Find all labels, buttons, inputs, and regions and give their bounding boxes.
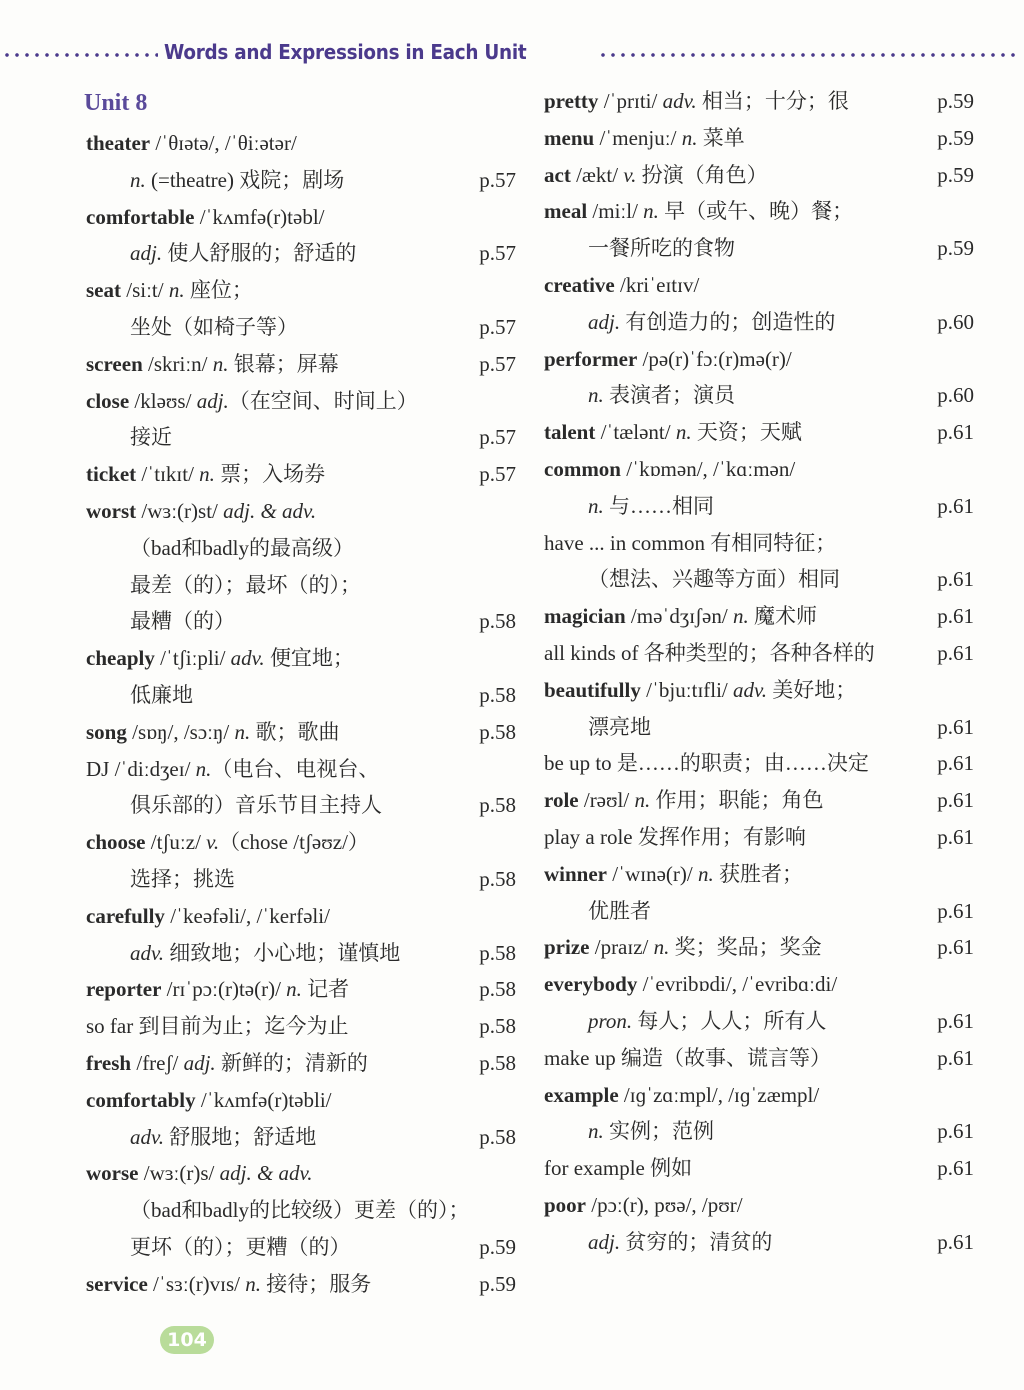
definition: 有创造力的；创造性的 [620,309,836,334]
part-of-speech: n. [588,383,604,408]
page-reference: p.61 [937,751,974,776]
phonetic: /praɪz/ [589,935,654,960]
part-of-speech: n. [697,861,714,886]
vocab-entry [544,859,974,896]
page-reference: p.61 [937,640,974,665]
definition: 最糟（的） [130,609,235,634]
entry-continuation-line [86,864,516,901]
phonetic: /siːt/ [121,278,169,303]
vocab-entry [86,275,516,312]
definition: 实例；范例 [603,1119,714,1144]
page-reference: p.58 [479,866,516,891]
headword: winner [544,861,607,886]
definition: 使人舒服的；舒适的 [162,241,357,266]
page-reference: p.61 [937,714,974,739]
phonetic: /ˈtælənt/ [595,420,676,445]
page-reference: p.61 [937,1156,974,1181]
vocab-entry [544,1080,974,1117]
entry-continuation-line [86,790,516,827]
vocab-entry [86,128,516,165]
part-of-speech: adj. [183,1050,216,1075]
headword: worst [86,498,137,523]
page-reference: p.58 [479,609,516,634]
vocab-entry [544,160,974,197]
definition: 漂亮地 [588,714,651,739]
part-of-speech: n. [286,977,302,1002]
definition: 接待；服务 [261,1271,372,1296]
vocab-entry [544,196,974,233]
entry-continuation-line [86,570,516,607]
definition: 俱乐部的）音乐节目主持人 [130,793,382,818]
phonetic: /ˈbjuːtɪfli/ [640,677,734,702]
page-reference: p.58 [479,793,516,818]
definition: 一餐所吃的食物 [588,236,735,261]
phonetic: /sɒŋ/, /sɔːŋ/ [126,719,235,744]
vocab-entry [544,86,974,123]
definition: 低廉地 [130,682,193,707]
headword: song [86,719,127,744]
part-of-speech: adj. & adv. [219,1161,313,1186]
definition: 接近 [130,425,172,450]
phrase: all kinds of [544,640,639,665]
page-reference: p.59 [937,125,974,150]
vocab-entry [86,974,516,1011]
part-of-speech: adv. [733,677,768,702]
entry-continuation-line [86,1232,516,1269]
entry-continuation-line [86,165,516,202]
vocab-entry [86,349,516,386]
headword: role [544,788,579,813]
headword: common [544,456,621,481]
definition: （电台、电视台、 [211,756,380,781]
definition: 与……相同 [603,493,714,518]
entry-continuation-line [544,307,974,344]
definition: 优胜者 [588,898,651,923]
part-of-speech: n. [643,199,659,224]
headword: cheaply [86,646,155,671]
headword: everybody [544,972,638,997]
vocab-entry [86,1158,516,1195]
phrase: DJ [86,756,110,781]
entry-continuation-line [544,712,974,749]
page-reference: p.59 [479,1234,516,1259]
page-reference: p.61 [937,824,974,849]
vocab-entry [86,1011,516,1048]
definition: 坐处（如椅子等） [130,314,298,339]
definition: 舒服地；舒适地 [164,1124,317,1149]
entry-continuation-line [86,422,516,459]
definition: 表演者；演员 [603,383,735,408]
phonetic: /ˈtʃiːpli/ [154,646,231,671]
definition: 编造（故事、谎言等） [615,1045,831,1070]
vocab-entry [544,1043,974,1080]
definition: 相当；十分；很 [696,89,849,113]
entry-continuation-line [86,1122,516,1159]
definition: 作用；职能；角色 [650,788,824,813]
dotted-rule-right [598,52,1020,58]
definition: 美好地； [767,677,857,702]
part-of-speech: adj. [130,241,163,266]
part-of-speech: n. [588,1119,604,1144]
part-of-speech: v. [206,830,220,855]
vocab-entry [86,496,516,533]
part-of-speech: n. [588,493,604,518]
page-reference: p.61 [937,567,974,592]
page-reference: p.61 [937,788,974,813]
definition: 最差（的）；最坏（的）； [130,572,361,597]
vocab-entry [544,822,974,859]
phrase: for example [544,1156,645,1181]
part-of-speech: n. [234,719,251,744]
vocab-entry [544,417,974,454]
part-of-speech: adj. [196,388,229,413]
headword: creative [544,272,615,297]
definition: 魔术师 [748,604,817,629]
phrase: have ... in common [544,530,705,555]
vocab-entry [544,1153,974,1190]
page-reference: p.58 [479,719,516,744]
vocab-entry [544,675,974,712]
vocab-entry [86,459,516,496]
definition: 例如 [644,1156,693,1181]
headword: prize [544,935,590,960]
phonetic: /ˈθɪətə/, /ˈθiːətər/ [150,131,297,155]
definition: 选择；挑选 [130,866,235,891]
vocab-entry [544,270,974,307]
part-of-speech: adj. [588,1229,621,1254]
entry-continuation-line [544,233,974,270]
definition: 奖；奖品；奖金 [669,935,822,960]
entry-continuation-line [86,606,516,643]
entry-continuation-line [544,564,974,601]
vocab-entry [544,454,974,491]
definition: 更坏（的）；更糟（的） [130,1234,351,1259]
definition: 天资；天赋 [691,420,802,445]
definition: 各种类型的；各种各样的 [638,640,875,665]
entry-continuation-line [544,896,974,933]
phrase: be up to [544,751,612,776]
definition: 到目前为止；迄今为止 [133,1014,349,1039]
part-of-speech: adv. [130,1124,165,1149]
entry-continuation-line [86,238,516,275]
page-reference: p.57 [479,241,516,266]
definition: 座位； [184,278,253,303]
phonetic: /məˈdʒɪʃən/ [625,604,733,629]
headword: fresh [86,1050,132,1075]
headword: reporter [86,977,162,1002]
page-reference: p.61 [937,1229,974,1254]
part-of-speech: adj. & adv. [223,498,317,523]
vocab-entry [544,601,974,638]
entry-continuation-line [86,533,516,570]
phonetic: /rəʊl/ [578,788,635,813]
page-reference: p.61 [937,898,974,923]
page-reference: p.61 [937,604,974,629]
phonetic: /ˈkɒmən/, /ˈkɑːmən/ [621,456,796,481]
entry-continuation-line [86,938,516,975]
phonetic: /freʃ/ [131,1050,184,1075]
definition: 早（或午、晚）餐； [658,199,854,224]
page-reference: p.58 [479,682,516,707]
vocab-entry [544,528,974,565]
headword: worse [86,1161,139,1186]
headword: service [86,1271,148,1296]
page-reference: p.57 [479,425,516,450]
headword: menu [544,125,595,150]
headword: example [544,1082,619,1107]
part-of-speech: n. [212,351,229,376]
page-reference: p.61 [937,493,974,518]
phonetic: /miːl/ [587,199,644,224]
page-reference: p.59 [479,1271,516,1296]
definition: 银幕；屏幕 [228,351,339,376]
phonetic: /ˈkʌmfə(r)təbl/ [194,204,325,229]
headword: poor [544,1192,586,1217]
phrase: so far [86,1014,134,1039]
phonetic: /kriˈeɪtɪv/ [614,272,700,297]
definition: 获胜者； [713,861,803,886]
phonetic: /ˈevribɒdi/, /ˈevribɑːdi/ [637,972,838,997]
vocab-column-right [544,86,974,1264]
part-of-speech: adv. [130,940,165,965]
phonetic: /tʃuːz/ [145,830,207,855]
headword: comfortable [86,204,195,229]
phonetic: /wɜː(r)s/ [138,1161,220,1186]
entry-continuation-line [86,1195,516,1232]
vocab-entry [86,901,516,938]
vocab-entry [86,827,516,864]
phrase: play a role [544,824,633,849]
definition: 记者 [301,977,350,1002]
entry-continuation-line [544,1006,974,1043]
headword: choose [86,830,146,855]
entry-continuation-line [544,1227,974,1264]
page-reference: p.61 [937,935,974,960]
phonetic: /ˈsɜː(r)vɪs/ [147,1271,246,1296]
definition: 每人；人人；所有人 [632,1008,827,1033]
entry-continuation-line [86,312,516,349]
part-of-speech: n. [199,462,215,487]
definition: 便宜地； [264,646,354,671]
vocab-column-left [86,128,516,1306]
phonetic: /ˈtɪkɪt/ [136,462,200,487]
phonetic: /skriːn/ [142,351,213,376]
page-reference: p.61 [937,1008,974,1033]
dotted-rule-left [2,52,158,58]
part-of-speech: v. [623,162,637,187]
page-reference: p.61 [937,1045,974,1070]
page-reference: p.59 [937,162,974,187]
page-reference: p.59 [937,236,974,261]
headword: carefully [86,903,165,928]
vocab-entry [544,969,974,1006]
vocab-entry [86,202,516,239]
part-of-speech: n. [130,167,146,192]
vocab-entry [544,932,974,969]
headword: talent [544,420,596,445]
headword: magician [544,604,626,629]
phonetic: /ˈwɪnə(r)/ [607,861,698,886]
part-of-speech: n. [195,756,212,781]
part-of-speech: adj. [588,309,621,334]
headword: screen [86,351,143,376]
page-reference: p.57 [479,351,516,376]
page-reference: p.58 [479,1014,516,1039]
page-reference: p.57 [479,314,516,339]
part-of-speech: n. [634,788,651,813]
definition: 发挥作用；有影响 [632,824,806,849]
definition: 菜单 [697,125,745,150]
definition: （chose /tʃəʊz/） [219,830,369,855]
entry-continuation-line [544,1116,974,1153]
page-number-badge: 104 [160,1326,214,1354]
phonetic: /ækt/ [570,162,624,187]
definition: （bad和badly的最高级） [130,535,354,560]
part-of-speech: adv. [662,89,697,113]
definition: 细致地；小心地；谨慎地 [164,940,401,965]
definition: (=theatre) 戏院；剧场 [145,167,345,192]
definition: 有相同特征； [704,530,837,555]
phonetic: /rɪˈpɔː(r)tə(r)/ [161,977,287,1002]
vocab-entry [86,386,516,423]
vocab-entry [544,344,974,381]
headword: performer [544,346,638,371]
part-of-speech: n. [245,1271,262,1296]
phonetic: /ˈmenjuː/ [594,125,682,150]
definition: 票；入场券 [214,462,326,487]
page-reference: p.60 [937,309,974,334]
vocab-entry [544,748,974,785]
headword: comfortably [86,1087,196,1112]
phonetic: /ˈdiːdʒeɪ/ [109,756,196,781]
entry-continuation-line [86,680,516,717]
headword: close [86,388,130,413]
phonetic: /pə(r)ˈfɔː(r)mə(r)/ [637,346,792,371]
part-of-speech: n. [732,604,749,629]
definition: 是……的职责；由……决定 [611,751,869,776]
phonetic: /ˈkʌmfə(r)təbli/ [195,1087,332,1112]
vocab-entry [86,643,516,680]
phrase: make up [544,1045,616,1070]
phonetic: /wɜː(r)st/ [136,498,224,523]
definition: 扮演（角色） [636,162,768,187]
definition: 贫穷的；清贫的 [620,1229,773,1254]
part-of-speech: adv. [230,646,265,671]
page-reference: p.58 [479,940,516,965]
vocab-entry [544,123,974,160]
definition: （bad和badly的比较级）更差（的）； [130,1198,470,1223]
vocab-entry [86,1085,516,1122]
entry-continuation-line [544,491,974,528]
page-reference: p.57 [479,167,516,192]
page-reference: p.61 [937,1119,974,1144]
phonetic: /ˈprɪti/ [598,89,663,113]
vocab-entry [544,1190,974,1227]
part-of-speech: n. [168,278,185,303]
part-of-speech: n. [653,935,670,960]
headword: theater [86,131,151,155]
phonetic: /pɔː(r), pʊə/, /pʊr/ [586,1192,743,1217]
headword: act [544,162,571,187]
vocab-entry [86,754,516,791]
page-reference: p.58 [479,1124,516,1149]
page-reference: p.61 [937,420,974,445]
page-reference: p.59 [937,89,974,113]
definition: （在空间、时间上） [228,388,418,413]
phonetic: /ɪɡˈzɑːmpl/, /ɪɡˈzæmpl/ [618,1082,820,1107]
part-of-speech: n. [681,125,698,150]
definition: （想法、兴趣等方面）相同 [588,567,840,592]
phonetic: /ˈkeəfəli/, /ˈkerfəli/ [164,903,330,928]
page-reference: p.58 [479,1050,516,1075]
section-header [0,38,1024,72]
headword: meal [544,199,588,224]
headword: pretty [544,89,599,113]
vocab-entry [86,1048,516,1085]
vocab-entry [544,638,974,675]
definition: 新鲜的；清新的 [215,1050,368,1075]
headword: seat [86,278,121,303]
vocab-entry [86,717,516,754]
vocab-entry [86,1269,516,1306]
headword: ticket [86,462,137,487]
unit-heading: Unit 8 [84,90,148,116]
page-reference: p.57 [479,462,516,487]
vocab-entry [544,785,974,822]
phonetic: /kləʊs/ [129,388,197,413]
part-of-speech: n. [675,420,692,445]
page-reference: p.58 [479,977,516,1002]
definition: 歌；歌曲 [250,719,340,744]
part-of-speech: pron. [588,1008,633,1033]
entry-continuation-line [544,380,974,417]
page-reference: p.60 [937,383,974,408]
headword: beautifully [544,677,641,702]
section-title: Words and Expressions in Each Unit [164,40,527,64]
